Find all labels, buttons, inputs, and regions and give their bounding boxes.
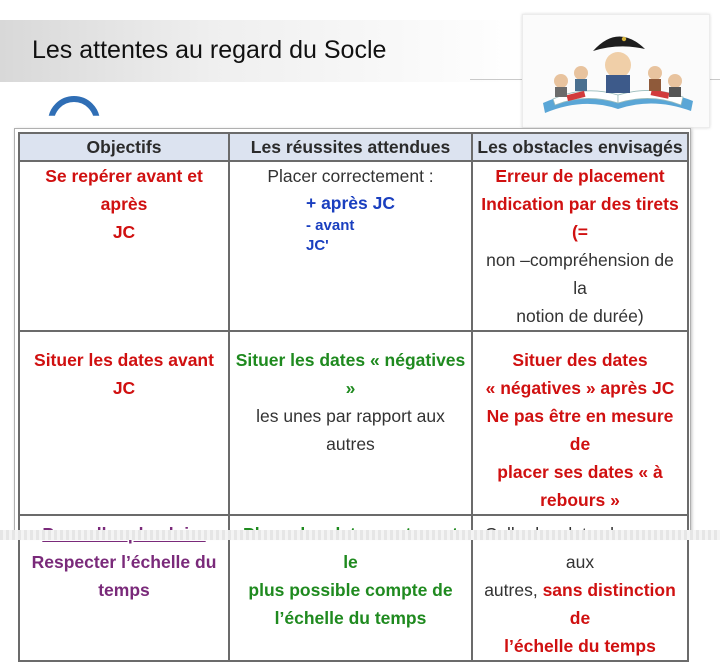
row1-reussite: Placer correctement : + après JC - avant JC' [229, 161, 472, 331]
header-objectifs: Objectifs [19, 133, 229, 161]
header-obstacles: Les obstacles envisagés [472, 133, 688, 161]
row2-objectif: Situer les dates avant JC [19, 331, 229, 515]
socle-table [18, 132, 689, 662]
row1-obstacle: Erreur de placement Indication par des tirets (= non –compréhension de la notion de durée) [472, 161, 688, 331]
socle-table-frame [14, 128, 691, 656]
row3-reussite: le plus possible compte de l’échelle du temps [229, 515, 472, 661]
row3-obstacle: aux autres, sans distinction de l’échelle du temps [472, 515, 688, 661]
table-row [19, 331, 688, 515]
slide-title: Les attentes au regard du Socle [32, 36, 387, 64]
row2-obstacle: Situer des dates « négatives » après JC Ne pas être en mesure de placer ses dates « à rebours » [472, 331, 688, 515]
bottom-strip [0, 530, 720, 540]
row1-objectif: Se repérer avant et après JC [19, 161, 229, 331]
table-header-row [19, 133, 688, 161]
header-reussites: Les réussites attendues [229, 133, 472, 161]
row3-objectif: Respecter l’échelle du temps [19, 515, 229, 661]
logo-illustration [522, 14, 710, 128]
table-row [19, 161, 688, 331]
napoleon-hat-logo-icon [523, 15, 709, 127]
row2-reussite: Situer les dates « négatives » les unes par rapport aux autres [229, 331, 472, 515]
